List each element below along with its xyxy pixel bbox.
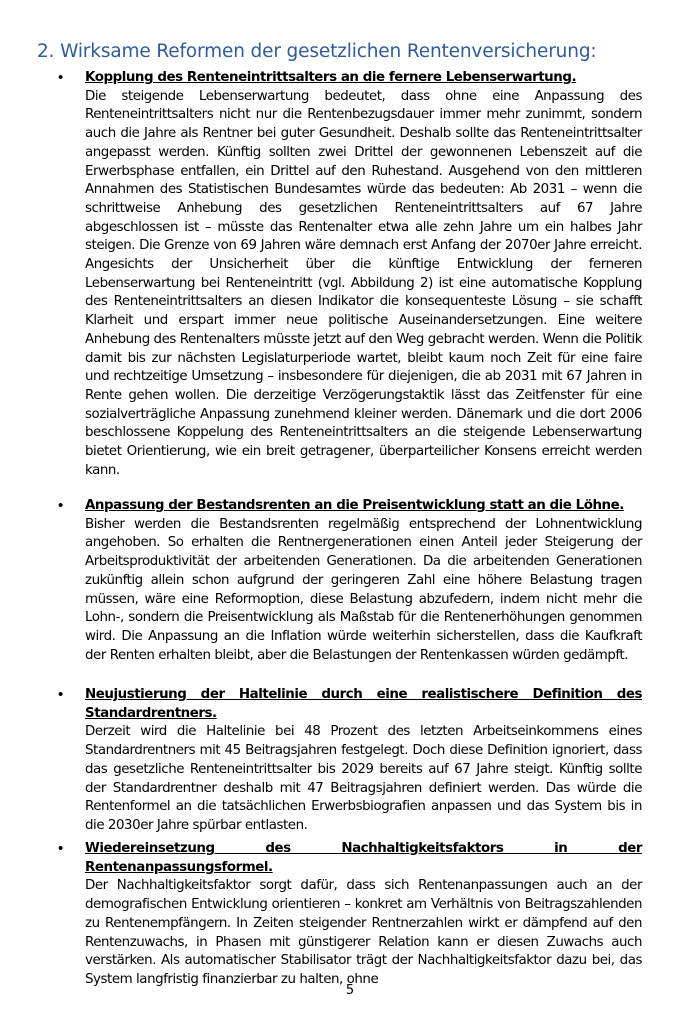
list-item-title: Anpassung der Bestandsrenten an die Preisentwicklung statt an die Löhne. (85, 498, 624, 513)
list-item-title: Neujustierung der Haltelinie durch eine realistischere Definition des Standardrentners. (85, 687, 642, 721)
bullet-icon: • (58, 840, 64, 857)
list-item-body: Die steigende Lebenserwartung bedeutet, dass ohne eine Anpassung des Renteneintrittsalters nicht nur die Rentenbezugsdauer immer mehr zunimmt, sondern auch die Jahre als Rentner bei guter Gesundheit. Deshalb sollte das Renteneintrittsalter angepasst werden. Künftig sollten zwei Drittel der gewonnenen Lebenszeit auf die Erwerbsphase entfallen, ein Drittel auf den Ruhestand. Ausgehend von den mittleren Annahmen des Statistischen Bundesamtes würde das bedeuten: Ab 2031 – wenn die schrittweise Anhebung des gesetzlichen Renteneintrittsalters auf 67 Jahre abgeschlossen ist – müsste das Rentenalter etwa alle zehn Jahre um ein halbes Jahr steigen. Die Grenze von 69 Jahren wäre demnach erst Anfang der 2070er Jahre erreicht. Angesichts der Unsicherheit über die künftige Entwicklung der ferneren Lebenserwartung bei Renteneintritt (vgl. Abbildung 2) ist eine automatische Kopplung des Renteneintrittsalters an diesen Indikator die konsequenteste Lösung – sie schafft Klarheit und erspart immer neue politische Auseinandersetzungen. Eine weitere Anhebung des Rentenalters müsste jetzt auf den Weg gebracht werden. Wenn die Politik damit bis zur nächsten Legislaturperiode wartet, bleibt kaum noch Zeit für eine faire und rechtzeitige Umsetzung – insbesondere für diejenigen, die ab 2031 mit 67 Jahren in Rente gehen wollen. Die derzeitige Verzögerungstaktik lässt das Zeitfenster für eine sozialverträgliche Anpassung zunehmend kleiner werden. Dänemark und die dort 2006 beschlossene Koppelung des Renteneintrittsalters an die steigende Lebenserwartung bietet Orientierung, wie ein breit getragener, überparteilicher Konsens erreicht werden kann. (85, 88, 642, 478)
list-item-content (85, 497, 642, 665)
list-item-content (85, 69, 642, 480)
list-item-body: Der Nachhaltigkeitsfaktor sorgt dafür, dass sich Rentenanpassungen auch an der demografischen Entwicklung orientieren – konkret am Verhältnis von Beitragszahlenden zu Rentenempfängern. In Zeiten steigender Rentnerzahlen wirkt er dämpfend auf den Rentenzuwachs, in Phasen mit günstigerer Relation kann er diesen Zuwachs auch verstärken. Als automatischer Stabilisator trägt der Nachhaltigkeitsfaktor dazu bei, das System langfristig finanzierbar zu halten, ohne (85, 878, 642, 987)
list-item-body: Derzeit wird die Haltelinie bei 48 Prozent des letzten Arbeitseinkommens eines Standardrentners mit 45 Beitragsjahren festgelegt. Doch diese Definition ignoriert, dass das gesetzliche Renteneintrittsalter bis 2029 bereits auf 67 Jahre steigt. Künftig sollte der Standardrentner deshalb mit 47 Beitragsjahren definiert werden. Das würde die Rentenformel an die tatsächlichen Erwerbsbiografien anpassen und das System bis in die 2030er Jahre spürbar entlasten. (85, 724, 642, 833)
list-item-body: Bisher werden die Bestandsrenten regelmäßig entsprechend der Lohnentwicklung angehoben. So erhalten die Rentnergenerationen einen Anteil jeder Steigerung der Arbeitsproduktivität der arbeitenden Generationen. Da die arbeitenden Generationen zukünftig allein schon aufgrund der geringeren Zahl eine höhere Belastung tragen müssen, wäre eine Reformoption, diese Belastung abzufedern, indem nicht mehr die Lohn-, sondern die Preisentwicklung als Maßstab für die Rentenerhöhungen genommen wird. Die Anpassung an die Inflation würde weiterhin sicherstellen, dass die Kaufkraft der Renten erhalten bleibt, aber die Belastungen der Rentenkassen würden gedämpft. (85, 516, 642, 663)
list-item-content (85, 840, 642, 990)
page-number: 5 (345, 983, 355, 998)
section-heading: 2. Wirksame Reformen der gesetzlichen Rentenversicherung: (37, 41, 597, 62)
bullet-icon: • (58, 69, 64, 86)
bullet-icon: • (58, 497, 64, 514)
list-item-content (85, 686, 642, 836)
list-item-title: Wiedereinsetzung des Nachhaltigkeitsfaktors in der Rentenanpassungsformel. (85, 841, 642, 875)
bullet-icon: • (58, 686, 64, 703)
list-item-title: Kopplung des Renteneintrittsalters an die fernere Lebenserwartung. (85, 70, 577, 85)
